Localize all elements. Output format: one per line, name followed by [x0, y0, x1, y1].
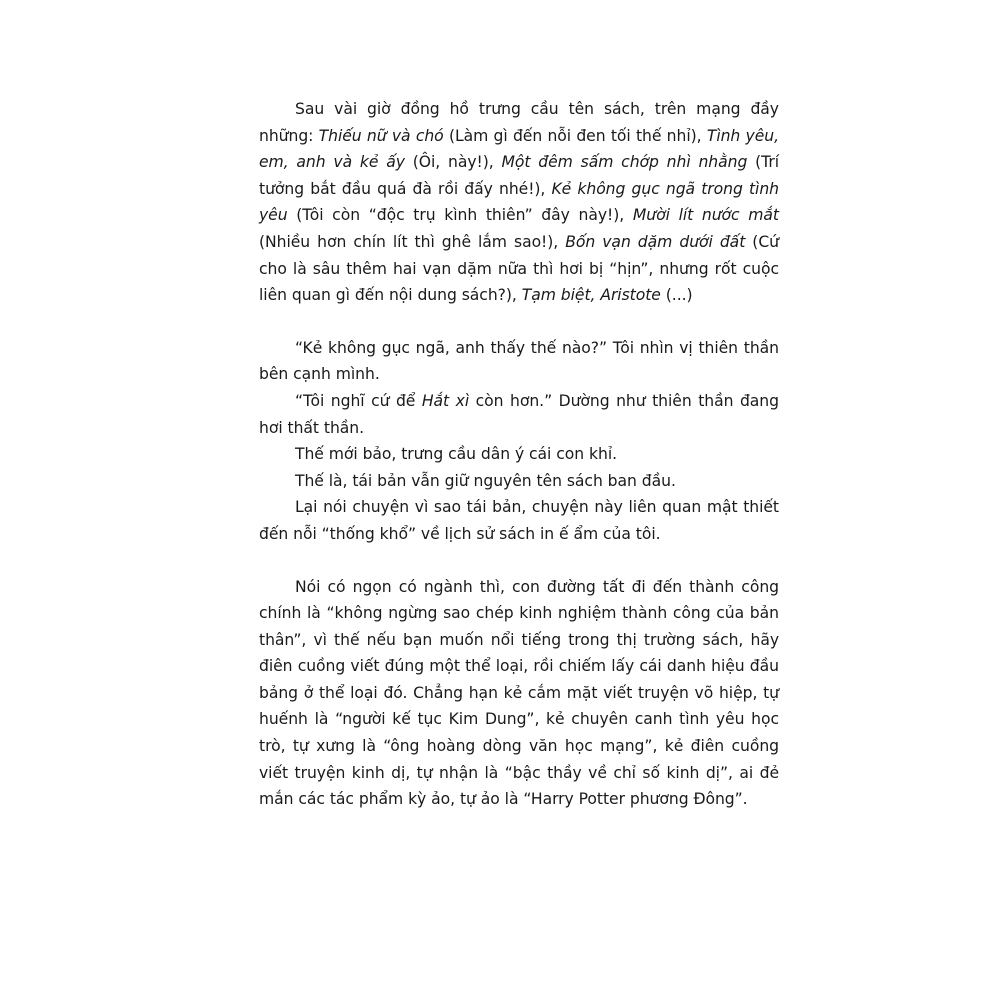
- paragraph-gap: [259, 548, 779, 574]
- text-span: còn hơn.” Dường như thiên thần đang hơi thất thần.: [259, 391, 779, 437]
- italic-title: Hắt xì: [421, 391, 470, 410]
- page-text: [259, 96, 779, 813]
- text-span: Thế là, tái bản vẫn giữ nguyên tên sách ban đầu.: [295, 471, 676, 490]
- italic-title: Bốn vạn dặm dưới đất: [565, 232, 746, 251]
- text-span: (Cứ cho là sâu thêm hai vạn dặm nữa thì hơi bị “hịn”, nhưng rốt cuộc liên quan gì đến nội dung sách?),: [259, 232, 780, 305]
- text-span: (Tôi còn “độc trụ kình thiên” đây này!),: [287, 206, 633, 225]
- paragraph-reprint-title: [259, 468, 779, 495]
- italic-title: Một đêm sấm chớp nhì nhằng: [501, 153, 748, 172]
- text-span: (Làm gì đến nỗi đen tối thế nhỉ),: [443, 126, 707, 145]
- paragraph-dialogue-answer: [259, 388, 779, 441]
- italic-title: Tình yêu, em, anh và kẻ ấy: [259, 126, 780, 172]
- italic-title: Thiếu nữ và chó: [318, 126, 444, 145]
- text-span: Lại nói chuyện vì sao tái bản, chuyện này liên quan mật thiết đến nỗi “thống khổ” về lịch sử sách in ế ẩm của tôi.: [259, 498, 779, 543]
- italic-title: Tạm biệt, Aristote: [521, 286, 661, 305]
- paragraph-success-path: [259, 574, 779, 813]
- paragraph-reprint-reason: [259, 494, 779, 547]
- paragraph-poll-remark: [259, 441, 779, 468]
- text-span: (Ôi, này!),: [404, 153, 502, 172]
- text-span: “Tôi nghĩ cứ để: [295, 391, 422, 410]
- text-span: Thế mới bảo, trưng cầu dân ý cái con khỉ.: [295, 445, 618, 464]
- text-span: Nói có ngọn có ngành thì, con đường tất đi đến thành công chính là “không ngừng sao chép kinh nghiệm thành công của bản thân”, vì thế nếu bạn muốn nổi tiếng trong thị trường sách, hãy điên cuồng viết đúng một thể loại, rồi chiếm lấy cái danh hiệu đầu bảng ở thể loại đó. Chẳng hạn kẻ cắm mặt viết truyện võ hiệp, tự huếnh là “người kế tục Kim Dung”, kẻ chuyên canh tình yêu học trò, tự xưng là “ông hoàng dòng văn học mạng”, kẻ điên cuồng viết truyện kinh dị, tự nhận là “bậc thầy về chỉ số kinh dị”, ai đẻ mắn các tác phẩm kỳ ảo, tự ảo là “Harry Potter phương Đông”.: [259, 577, 779, 809]
- text-span: (...): [660, 286, 693, 305]
- text-span: “Kẻ không gục ngã, anh thấy thế nào?” Tôi nhìn vị thiên thần bên cạnh mình.: [259, 338, 779, 384]
- italic-title: Mười lít nước mắt: [632, 206, 779, 225]
- italic-title: Kẻ không gục ngã trong tình yêu: [259, 179, 779, 225]
- text-span: (Nhiều hơn chín lít thì ghê lắm sao!),: [259, 232, 566, 251]
- text-span: (Trí tưởng bắt đầu quá đà rồi đấy nhé!),: [259, 153, 779, 198]
- paragraph-dialogue-question: [259, 335, 779, 388]
- paragraph-book-title-poll: [259, 96, 779, 309]
- paragraph-gap: [259, 309, 779, 335]
- text-span: Sau vài giờ đồng hồ trưng cầu tên sách, trên mạng đầy những:: [259, 100, 779, 145]
